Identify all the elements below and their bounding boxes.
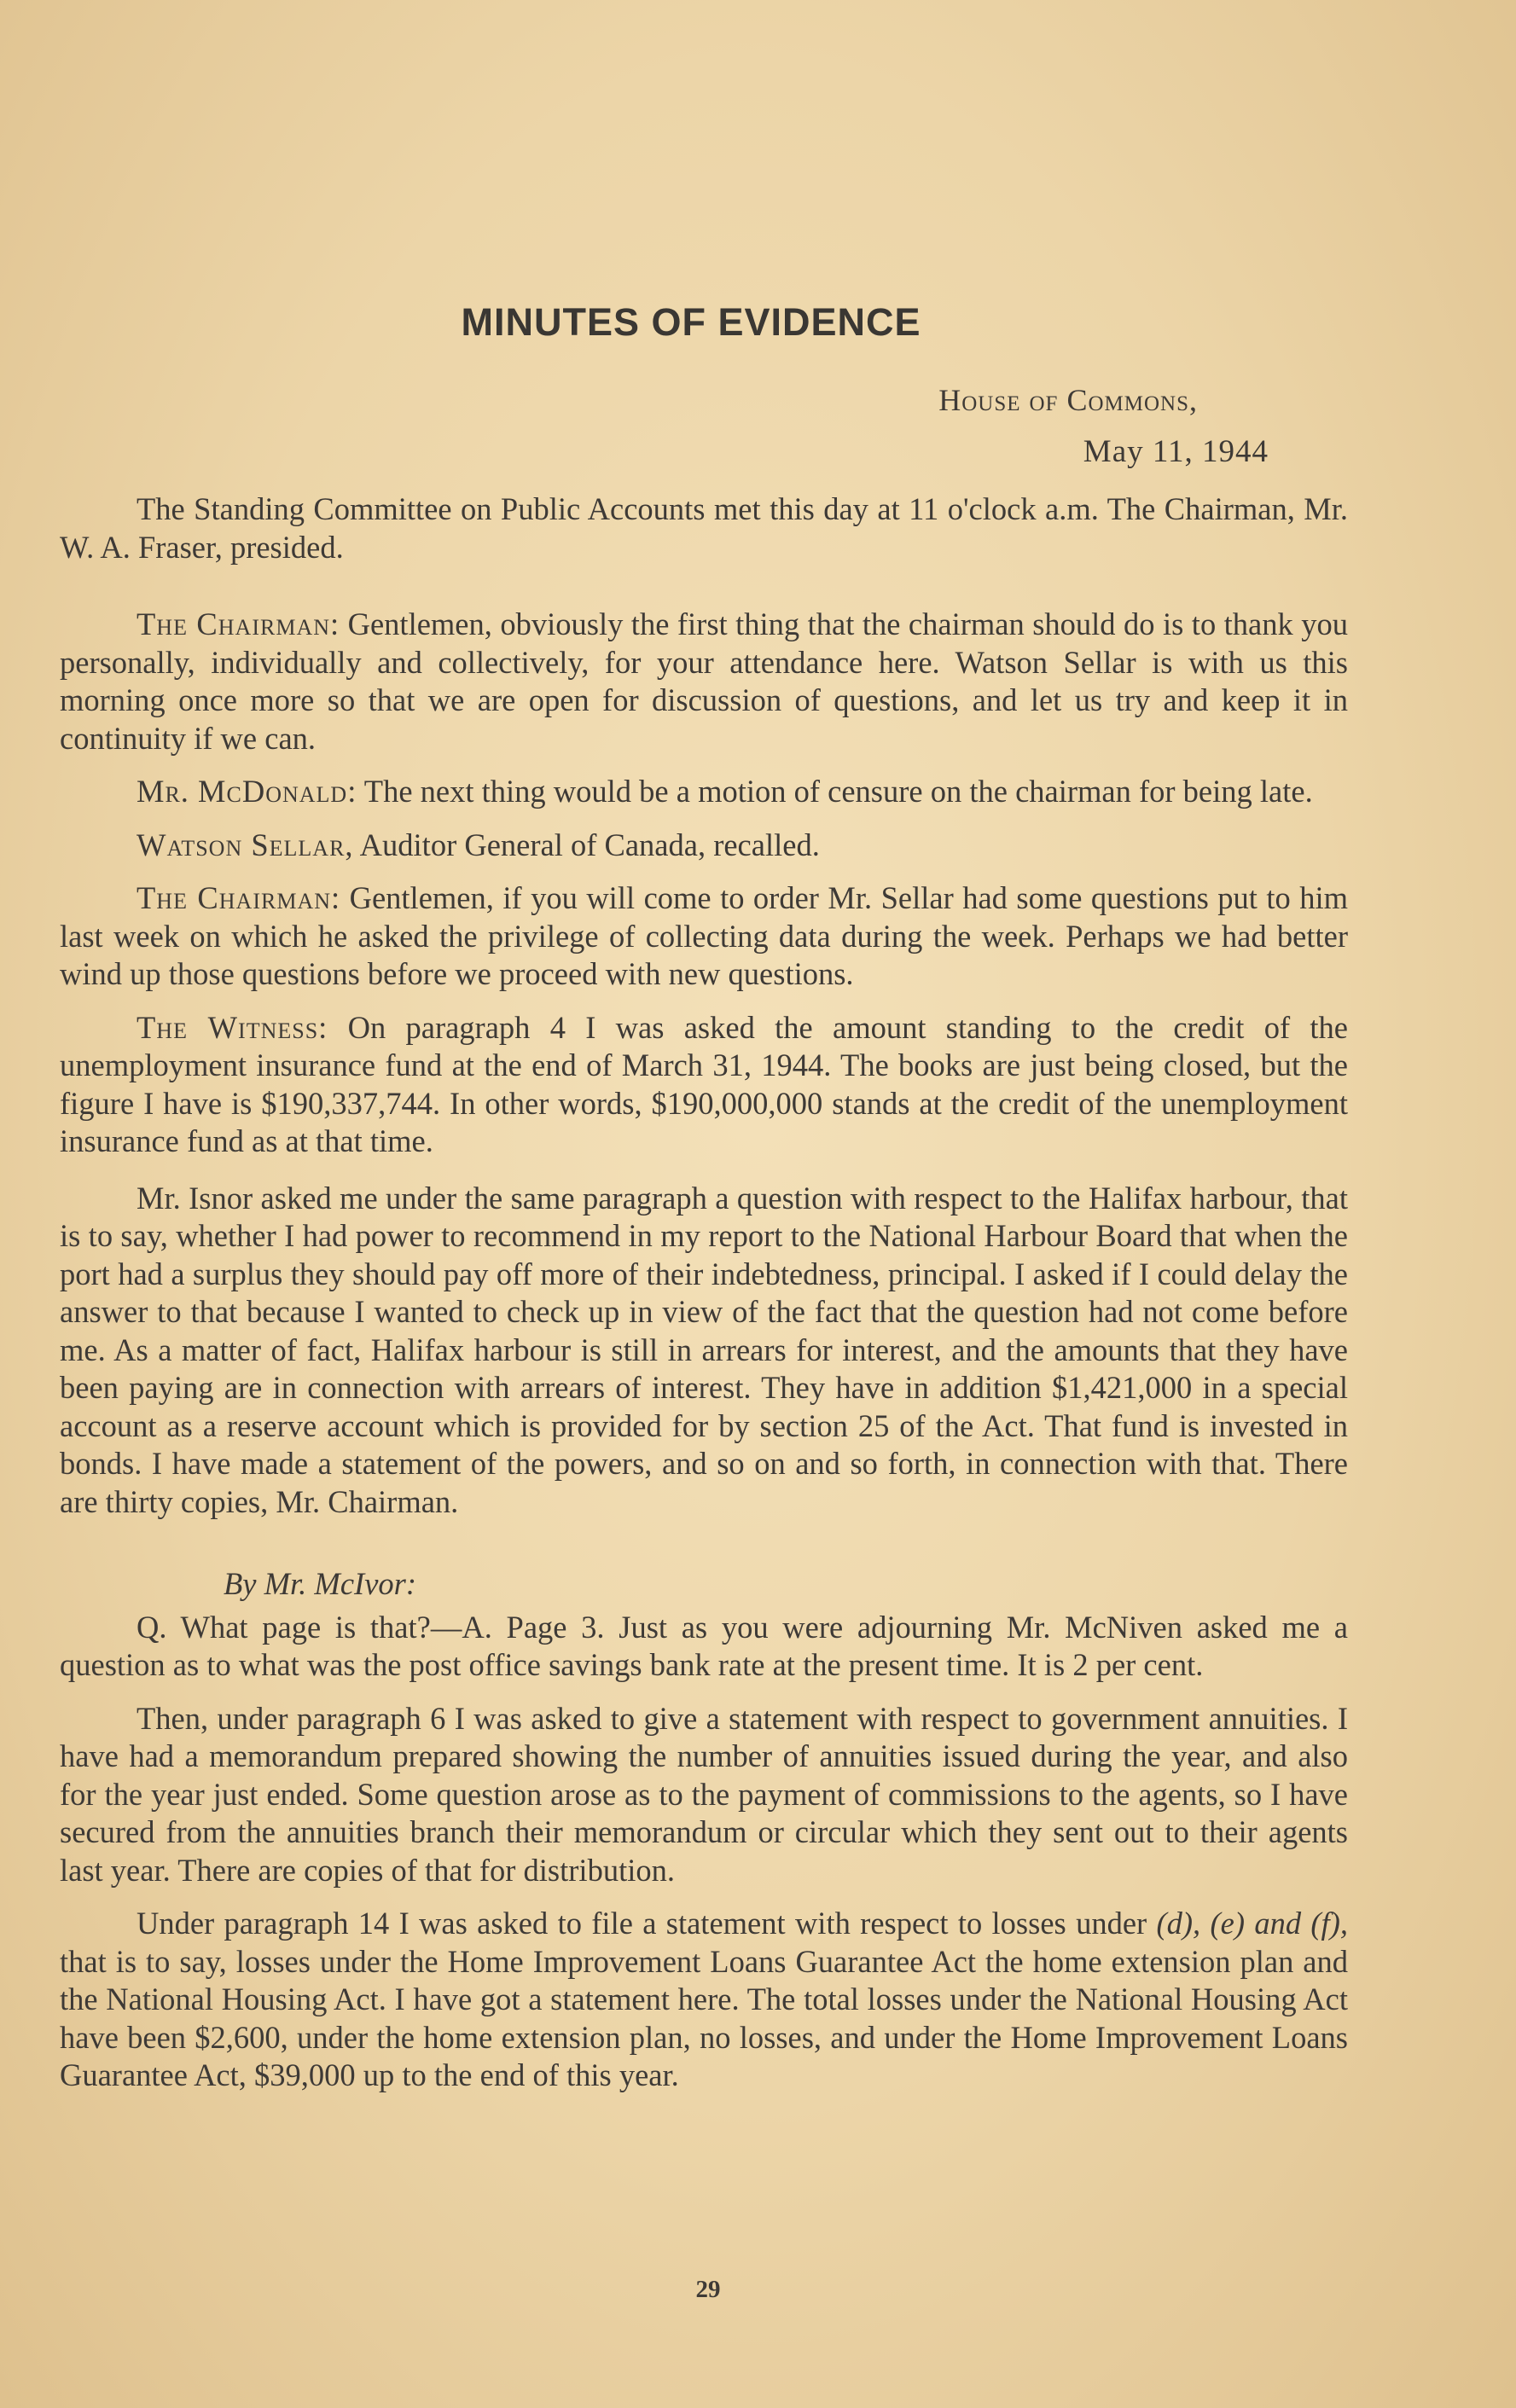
paragraph-losses <box>60 1905 1348 2095</box>
document-body <box>60 490 1348 2095</box>
paragraph-annuities <box>60 1700 1348 1890</box>
by-line <box>60 1565 1348 1604</box>
speech-text: that is to say, losses under the Home Improvement Loans Guarantee Act the home extension plan and the National Housing Act. I have got a statement here. The total losses under the National Housing Act have been $2,600, under the home extension plan, no losses, and under the Home Improvement Loans Guarantee Act, $39,000 up to the end of this year. <box>60 1943 1348 2092</box>
speaker-label: The Chairman: <box>136 606 340 641</box>
paragraph-chairman-1 <box>60 606 1348 757</box>
paragraph-witness-recalled <box>60 827 1348 865</box>
page-number: 29 <box>695 2276 721 2303</box>
page-title: MINUTES OF EVIDENCE <box>461 300 921 344</box>
paragraph-opening <box>60 490 1348 566</box>
speech-text: Gentlemen, obviously the first thing that the chairman should do is to thank you personally, individually and collectively, for your attendance here. Watson Sellar is with us this morning once more so that we are open for discussion of questions, and let us try and keep it in continuity if we can. <box>60 606 1348 756</box>
speech-text: On paragraph 4 I was asked the amount standing to the credit of the unemployment insurance fund at the end of March 31, 1944. The books are just being closed, but the figure I have is $190,337,744. In other words, $190,000,000 stands at the credit of the unemployment insurance fund as at that time. <box>60 1009 1348 1158</box>
by-line-text: By Mr. McIvor: <box>224 1566 417 1601</box>
speech-text: Mr. Isnor asked me under the same paragraph a question with respect to the Halifax harbour, that is to say, whether I had power to recommend in my report to the National Harbour Board that when the port had a surplus they should pay off more of their indebtedness, principal. I asked if I could delay the answer to that because I wanted to check up in view of the fact that the question had not come before me. As a matter of fact, Halifax harbour is still in arrears for interest, and the amounts that they have been paying are in connection with arrears of interest. They have in addition $1,421,000 in a special account as a reserve account which is provided for by section 25 of the Act. That fund is invested in bonds. I have made a statement of the powers, and so on and so forth, in connection with that. There are thirty copies, Mr. Chairman. <box>60 1180 1348 1519</box>
location-line: House of Commons, <box>938 383 1198 417</box>
speaker-label: Watson Sellar, <box>136 827 354 862</box>
paragraph-chairman-2 <box>60 879 1348 994</box>
opening-text: The Standing Committee on Public Accounts met this day at 11 o'clock a.m. The Chairman, Mr. W. A. Fraser, presided. <box>60 491 1348 565</box>
speaker-label: The Witness: <box>136 1009 328 1045</box>
speech-text: Gentlemen, if you will come to order Mr. Sellar had some questions put to him last week on which he asked the privilege of collecting data during the week. Perhaps we had better wind up those questions before we proceed with new questions. <box>60 880 1348 991</box>
speech-text: The next thing would be a motion of censure on the chairman for being late. <box>357 774 1313 809</box>
speech-text: Then, under paragraph 6 I was asked to give a statement with respect to government annuities. I have had a memorandum prepared showing the number of annuities issued during the year, and also for the year just ended. Some question arose as to the payment of commissions to the agents, so I have secured from the annuities branch their memorandum or circular which they sent out to their agents last year. There are copies of that for distribution. <box>60 1700 1348 1888</box>
paragraph-mcdonald <box>60 773 1348 811</box>
speaker-label: The Chairman: <box>136 880 341 915</box>
paragraph-question <box>60 1609 1348 1685</box>
speech-text: Under paragraph 14 I was asked to file a statement with respect to losses under <box>136 1906 1157 1941</box>
paragraph-witness-1 <box>60 1009 1348 1161</box>
speaker-label: Mr. McDonald: <box>136 774 357 809</box>
paragraph-isnor <box>60 1180 1348 1522</box>
speech-text: Auditor General of Canada, recalled. <box>353 827 820 862</box>
italic-reference: (d), (e) and (f), <box>1156 1906 1348 1941</box>
date-line: May 11, 1944 <box>1083 434 1269 469</box>
speech-text: Q. What page is that?—A. Page 3. Just as you were adjourning Mr. McNiven asked me a question as to what was the post office savings bank rate at the present time. It is 2 per cent. <box>60 1609 1348 1682</box>
